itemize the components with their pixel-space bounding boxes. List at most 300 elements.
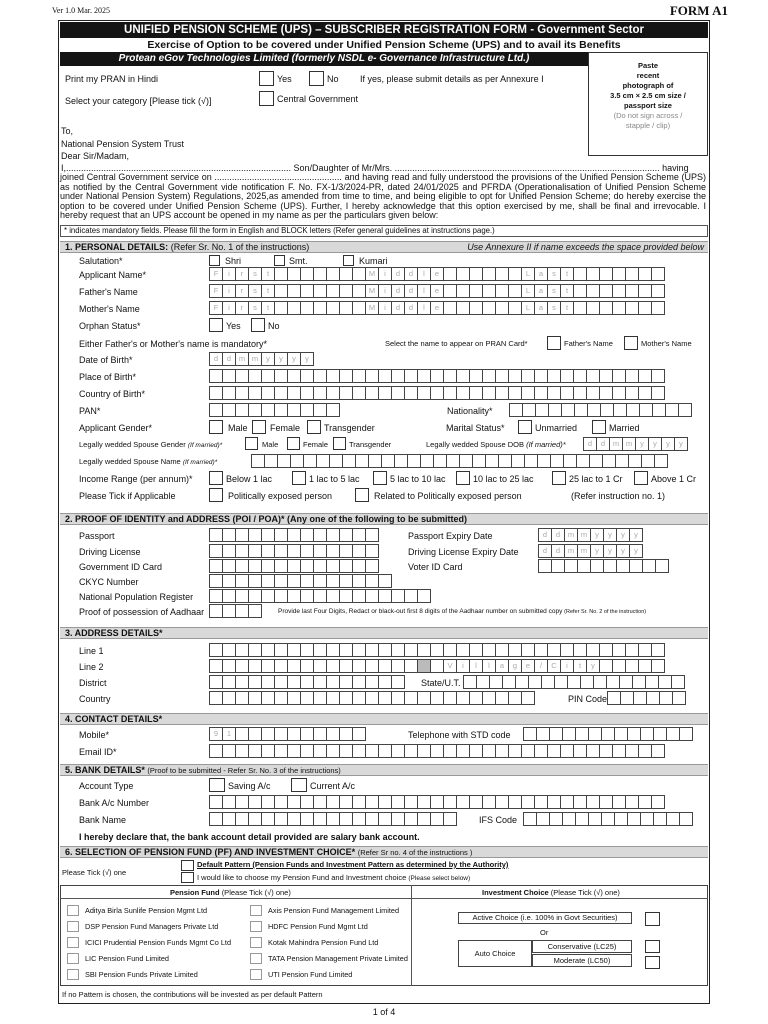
entry-cell[interactable] <box>326 369 340 383</box>
entry-cell[interactable] <box>287 284 301 298</box>
entry-cell[interactable] <box>638 284 652 298</box>
entry-cell[interactable] <box>586 386 600 400</box>
entry-cell[interactable] <box>430 386 444 400</box>
entry-cell[interactable] <box>222 528 236 542</box>
income-option-checkbox[interactable] <box>552 471 566 485</box>
rpep-checkbox[interactable] <box>355 488 369 502</box>
entry-cell[interactable] <box>495 267 509 281</box>
entry-cell[interactable] <box>300 643 314 657</box>
entry-cell[interactable]: d <box>551 544 565 558</box>
entry-cell[interactable] <box>523 727 537 741</box>
entry-cell[interactable]: l <box>482 659 496 673</box>
entry-cell[interactable]: a <box>534 267 548 281</box>
entry-cell[interactable] <box>564 559 578 573</box>
entry-cell[interactable] <box>612 369 626 383</box>
entry-cell[interactable] <box>352 691 366 705</box>
entry-cell[interactable] <box>339 284 353 298</box>
entry-cell[interactable] <box>645 675 659 689</box>
entry-cell[interactable] <box>551 559 565 573</box>
entry-cell[interactable] <box>365 589 379 603</box>
entry-cell[interactable] <box>391 643 405 657</box>
entry-cell[interactable]: M <box>365 267 379 281</box>
entry-cell[interactable] <box>612 659 626 673</box>
entry-cell[interactable] <box>222 386 236 400</box>
entry-cell[interactable]: i <box>378 301 392 315</box>
entry-cell[interactable] <box>599 267 613 281</box>
entry-cell[interactable] <box>235 659 249 673</box>
entry-cell[interactable] <box>534 643 548 657</box>
entry-cell[interactable] <box>391 744 405 758</box>
pob-cells[interactable] <box>209 369 664 383</box>
entry-cell[interactable] <box>287 301 301 315</box>
entry-cell[interactable] <box>313 284 327 298</box>
entry-cell[interactable] <box>264 454 278 468</box>
entry-cell[interactable] <box>588 727 602 741</box>
entry-cell[interactable]: s <box>547 267 561 281</box>
entry-cell[interactable] <box>521 744 535 758</box>
entry-cell[interactable] <box>417 691 431 705</box>
entry-cell[interactable] <box>326 643 340 657</box>
entry-cell[interactable] <box>274 559 288 573</box>
entry-cell[interactable] <box>443 369 457 383</box>
male-checkbox[interactable] <box>209 420 223 434</box>
entry-cell[interactable]: s <box>547 284 561 298</box>
entry-cell[interactable] <box>365 528 379 542</box>
entry-cell[interactable] <box>248 643 262 657</box>
address-line2-cells[interactable] <box>209 659 664 673</box>
ifs-code-cells[interactable] <box>523 812 692 826</box>
entry-cell[interactable] <box>326 403 340 417</box>
married-checkbox[interactable] <box>592 420 606 434</box>
entry-cell[interactable] <box>573 267 587 281</box>
entry-cell[interactable] <box>313 727 327 741</box>
entry-cell[interactable] <box>554 675 568 689</box>
entry-cell[interactable] <box>476 675 490 689</box>
entry-cell[interactable] <box>326 267 340 281</box>
entry-cell[interactable] <box>456 301 470 315</box>
entry-cell[interactable] <box>300 795 314 809</box>
entry-cell[interactable]: s <box>547 301 561 315</box>
entry-cell[interactable] <box>300 386 314 400</box>
entry-cell[interactable] <box>209 403 223 417</box>
entry-cell[interactable] <box>277 454 291 468</box>
entry-cell[interactable] <box>339 369 353 383</box>
entry-cell[interactable]: e <box>430 284 444 298</box>
entry-cell[interactable] <box>222 574 236 588</box>
transgender-checkbox[interactable] <box>307 420 321 434</box>
entry-cell[interactable] <box>626 403 640 417</box>
entry-cell[interactable]: y <box>274 352 288 366</box>
entry-cell[interactable] <box>495 369 509 383</box>
income-option-checkbox[interactable] <box>209 471 223 485</box>
driving-expiry-cells[interactable] <box>538 544 642 558</box>
entry-cell[interactable] <box>326 744 340 758</box>
entry-cell[interactable] <box>456 386 470 400</box>
moderate-checkbox[interactable] <box>645 956 660 969</box>
entry-cell[interactable]: l <box>417 267 431 281</box>
entry-cell[interactable]: d <box>538 544 552 558</box>
entry-cell[interactable] <box>222 643 236 657</box>
spouse-name-cells[interactable] <box>251 454 667 468</box>
entry-cell[interactable] <box>456 795 470 809</box>
entry-cell[interactable] <box>614 812 628 826</box>
entry-cell[interactable] <box>287 589 301 603</box>
entry-cell[interactable] <box>235 559 249 573</box>
entry-cell[interactable] <box>391 795 405 809</box>
entry-cell[interactable]: m <box>248 352 262 366</box>
entry-cell[interactable] <box>588 812 602 826</box>
entry-cell[interactable]: y <box>629 528 643 542</box>
entry-cell[interactable] <box>261 727 275 741</box>
entry-cell[interactable] <box>639 403 653 417</box>
entry-cell[interactable] <box>365 544 379 558</box>
entry-cell[interactable]: y <box>629 544 643 558</box>
entry-cell[interactable] <box>495 744 509 758</box>
entry-cell[interactable]: m <box>609 437 623 451</box>
entry-cell[interactable] <box>261 675 275 689</box>
photo-box[interactable] <box>588 52 708 156</box>
pran-father-checkbox[interactable] <box>547 336 561 350</box>
entry-cell[interactable] <box>482 284 496 298</box>
entry-cell[interactable] <box>339 659 353 673</box>
entry-cell[interactable]: t <box>560 267 574 281</box>
entry-cell[interactable]: e <box>430 301 444 315</box>
entry-cell[interactable] <box>521 691 535 705</box>
conservative-checkbox[interactable] <box>645 940 660 953</box>
entry-cell[interactable] <box>417 386 431 400</box>
entry-cell[interactable] <box>651 795 665 809</box>
entry-cell[interactable] <box>524 454 538 468</box>
entry-cell[interactable] <box>378 386 392 400</box>
entry-cell[interactable] <box>456 691 470 705</box>
entry-cell[interactable] <box>580 675 594 689</box>
entry-cell[interactable] <box>209 795 223 809</box>
entry-cell[interactable] <box>222 659 236 673</box>
entry-cell[interactable] <box>209 574 223 588</box>
entry-cell[interactable] <box>287 691 301 705</box>
entry-cell[interactable] <box>536 727 550 741</box>
entry-cell[interactable] <box>352 544 366 558</box>
entry-cell[interactable] <box>573 744 587 758</box>
entry-cell[interactable] <box>430 659 444 673</box>
entry-cell[interactable] <box>456 284 470 298</box>
entry-cell[interactable]: m <box>577 544 591 558</box>
entry-cell[interactable]: g <box>508 659 522 673</box>
entry-cell[interactable] <box>560 744 574 758</box>
entry-cell[interactable] <box>459 454 473 468</box>
entry-cell[interactable] <box>495 386 509 400</box>
entry-cell[interactable] <box>469 744 483 758</box>
entry-cell[interactable] <box>339 675 353 689</box>
spouse-dob-cells[interactable] <box>583 437 687 451</box>
entry-cell[interactable]: e <box>430 267 444 281</box>
entry-cell[interactable]: d <box>391 301 405 315</box>
entry-cell[interactable] <box>248 727 262 741</box>
entry-cell[interactable] <box>508 744 522 758</box>
entry-cell[interactable] <box>603 559 617 573</box>
pension-fund-checkbox[interactable] <box>250 969 262 980</box>
entry-cell[interactable] <box>248 574 262 588</box>
entry-cell[interactable] <box>300 691 314 705</box>
entry-cell[interactable] <box>537 454 551 468</box>
entry-cell[interactable] <box>469 301 483 315</box>
entry-cell[interactable] <box>652 403 666 417</box>
entry-cell[interactable] <box>339 727 353 741</box>
entry-cell[interactable] <box>589 454 603 468</box>
entry-cell[interactable] <box>248 403 262 417</box>
entry-cell[interactable] <box>381 454 395 468</box>
entry-cell[interactable] <box>456 267 470 281</box>
entry-cell[interactable] <box>287 744 301 758</box>
entry-cell[interactable]: M <box>365 284 379 298</box>
entry-cell[interactable] <box>534 795 548 809</box>
kumari-checkbox[interactable] <box>343 255 354 266</box>
entry-cell[interactable] <box>534 744 548 758</box>
entry-cell[interactable] <box>365 795 379 809</box>
entry-cell[interactable] <box>290 454 304 468</box>
entry-cell[interactable] <box>469 795 483 809</box>
entry-cell[interactable] <box>495 643 509 657</box>
entry-cell[interactable] <box>508 386 522 400</box>
entry-cell[interactable] <box>300 559 314 573</box>
entry-cell[interactable] <box>378 691 392 705</box>
entry-cell[interactable] <box>633 691 647 705</box>
entry-cell[interactable] <box>300 812 314 826</box>
entry-cell[interactable]: d <box>222 352 236 366</box>
pension-fund-checkbox[interactable] <box>67 937 79 948</box>
entry-cell[interactable] <box>222 795 236 809</box>
entry-cell[interactable] <box>573 284 587 298</box>
entry-cell[interactable]: d <box>596 437 610 451</box>
current-checkbox[interactable] <box>291 778 307 792</box>
govt-id-cells[interactable] <box>209 559 378 573</box>
entry-cell[interactable] <box>482 369 496 383</box>
entry-cell[interactable] <box>638 267 652 281</box>
entry-cell[interactable] <box>563 454 577 468</box>
entry-cell[interactable] <box>248 528 262 542</box>
entry-cell[interactable]: y <box>674 437 688 451</box>
entry-cell[interactable] <box>629 559 643 573</box>
entry-cell[interactable] <box>368 454 382 468</box>
entry-cell[interactable] <box>209 643 223 657</box>
entry-cell[interactable] <box>430 369 444 383</box>
entry-cell[interactable] <box>326 284 340 298</box>
entry-cell[interactable] <box>404 589 418 603</box>
entry-cell[interactable]: i <box>222 284 236 298</box>
entry-cell[interactable] <box>574 403 588 417</box>
entry-cell[interactable] <box>300 544 314 558</box>
entry-cell[interactable]: d <box>404 301 418 315</box>
entry-cell[interactable] <box>469 386 483 400</box>
entry-cell[interactable] <box>378 643 392 657</box>
entry-cell[interactable] <box>407 454 421 468</box>
entry-cell[interactable] <box>560 643 574 657</box>
entry-cell[interactable] <box>614 727 628 741</box>
entry-cell[interactable] <box>651 744 665 758</box>
entry-cell[interactable] <box>586 301 600 315</box>
entry-cell[interactable] <box>313 403 327 417</box>
nationality-cells[interactable] <box>509 403 691 417</box>
entry-cell[interactable] <box>456 369 470 383</box>
entry-cell[interactable] <box>313 267 327 281</box>
entry-cell[interactable] <box>616 559 630 573</box>
entry-cell[interactable] <box>666 727 680 741</box>
entry-cell[interactable] <box>482 691 496 705</box>
ckyc-cells[interactable] <box>209 574 391 588</box>
entry-cell[interactable] <box>261 812 275 826</box>
entry-cell[interactable] <box>300 284 314 298</box>
entry-cell[interactable] <box>391 812 405 826</box>
entry-cell[interactable] <box>339 267 353 281</box>
entry-cell[interactable] <box>352 744 366 758</box>
entry-cell[interactable] <box>274 403 288 417</box>
entry-cell[interactable] <box>326 528 340 542</box>
entry-cell[interactable] <box>641 454 655 468</box>
entry-cell[interactable] <box>235 589 249 603</box>
entry-cell[interactable] <box>586 267 600 281</box>
entry-cell[interactable] <box>287 574 301 588</box>
passport-cells[interactable] <box>209 528 378 542</box>
entry-cell[interactable] <box>659 691 673 705</box>
income-option-checkbox[interactable] <box>456 471 470 485</box>
entry-cell[interactable]: m <box>564 544 578 558</box>
pan-cells[interactable] <box>209 403 339 417</box>
pin-code-cells[interactable] <box>607 691 685 705</box>
entry-cell[interactable] <box>547 369 561 383</box>
entry-cell[interactable] <box>417 812 431 826</box>
entry-cell[interactable] <box>615 454 629 468</box>
entry-cell[interactable] <box>316 454 330 468</box>
entry-cell[interactable] <box>508 691 522 705</box>
entry-cell[interactable] <box>303 454 317 468</box>
entry-cell[interactable] <box>248 604 262 618</box>
entry-cell[interactable] <box>339 643 353 657</box>
entry-cell[interactable] <box>248 386 262 400</box>
entry-cell[interactable] <box>378 744 392 758</box>
entry-cell[interactable] <box>261 369 275 383</box>
entry-cell[interactable] <box>573 386 587 400</box>
entry-cell[interactable] <box>352 284 366 298</box>
entry-cell[interactable]: t <box>573 659 587 673</box>
entry-cell[interactable] <box>300 659 314 673</box>
entry-cell[interactable] <box>430 744 444 758</box>
entry-cell[interactable] <box>404 643 418 657</box>
entry-cell[interactable] <box>573 369 587 383</box>
entry-cell[interactable] <box>489 675 503 689</box>
entry-cell[interactable] <box>352 727 366 741</box>
entry-cell[interactable] <box>443 284 457 298</box>
entry-cell[interactable] <box>515 675 529 689</box>
entry-cell[interactable]: a <box>534 301 548 315</box>
entry-cell[interactable] <box>365 643 379 657</box>
entry-cell[interactable] <box>313 744 327 758</box>
driving-license-cells[interactable] <box>209 544 378 558</box>
mobile-cells[interactable] <box>209 727 365 741</box>
entry-cell[interactable] <box>404 369 418 383</box>
entry-cell[interactable]: t <box>560 301 574 315</box>
entry-cell[interactable] <box>443 691 457 705</box>
entry-cell[interactable] <box>404 744 418 758</box>
entry-cell[interactable]: r <box>235 301 249 315</box>
entry-cell[interactable] <box>613 403 627 417</box>
entry-cell[interactable] <box>612 744 626 758</box>
entry-cell[interactable] <box>577 559 591 573</box>
entry-cell[interactable] <box>261 574 275 588</box>
entry-cell[interactable] <box>666 812 680 826</box>
entry-cell[interactable] <box>300 528 314 542</box>
entry-cell[interactable] <box>365 675 379 689</box>
entry-cell[interactable] <box>287 544 301 558</box>
npr-cells[interactable] <box>209 589 430 603</box>
father-name-cells[interactable] <box>209 284 664 298</box>
entry-cell[interactable]: m <box>622 437 636 451</box>
entry-cell[interactable] <box>248 812 262 826</box>
entry-cell[interactable] <box>261 589 275 603</box>
entry-cell[interactable] <box>485 454 499 468</box>
entry-cell[interactable] <box>274 727 288 741</box>
entry-cell[interactable] <box>300 727 314 741</box>
entry-cell[interactable] <box>547 795 561 809</box>
entry-cell[interactable] <box>646 691 660 705</box>
entry-cell[interactable] <box>235 795 249 809</box>
entry-cell[interactable] <box>300 403 314 417</box>
telephone-cells[interactable] <box>523 727 692 741</box>
entry-cell[interactable] <box>222 369 236 383</box>
entry-cell[interactable] <box>443 744 457 758</box>
entry-cell[interactable] <box>472 454 486 468</box>
entry-cell[interactable]: y <box>287 352 301 366</box>
entry-cell[interactable] <box>222 544 236 558</box>
country-cells[interactable] <box>209 691 534 705</box>
entry-cell[interactable] <box>502 675 516 689</box>
entry-cell[interactable] <box>352 589 366 603</box>
entry-cell[interactable] <box>599 284 613 298</box>
default-pattern-checkbox[interactable] <box>181 860 194 871</box>
account-number-cells[interactable] <box>209 795 664 809</box>
entry-cell[interactable] <box>599 643 613 657</box>
entry-cell[interactable] <box>482 643 496 657</box>
entry-cell[interactable] <box>599 386 613 400</box>
entry-cell[interactable] <box>339 691 353 705</box>
entry-cell[interactable] <box>326 659 340 673</box>
entry-cell[interactable] <box>287 403 301 417</box>
entry-cell[interactable] <box>352 386 366 400</box>
entry-cell[interactable] <box>456 643 470 657</box>
entry-cell[interactable]: t <box>261 284 275 298</box>
entry-cell[interactable] <box>498 454 512 468</box>
shri-checkbox[interactable] <box>209 255 220 266</box>
entry-cell[interactable] <box>261 386 275 400</box>
entry-cell[interactable] <box>534 386 548 400</box>
entry-cell[interactable] <box>391 659 405 673</box>
entry-cell[interactable] <box>640 812 654 826</box>
entry-cell[interactable]: l <box>417 301 431 315</box>
entry-cell[interactable] <box>352 675 366 689</box>
entry-cell[interactable] <box>274 589 288 603</box>
entry-cell[interactable]: a <box>495 659 509 673</box>
pension-fund-checkbox[interactable] <box>67 969 79 980</box>
entry-cell[interactable]: y <box>635 437 649 451</box>
entry-cell[interactable] <box>222 691 236 705</box>
entry-cell[interactable] <box>339 574 353 588</box>
entry-cell[interactable] <box>417 744 431 758</box>
entry-cell[interactable] <box>378 574 392 588</box>
entry-cell[interactable] <box>339 559 353 573</box>
entry-cell[interactable] <box>248 795 262 809</box>
entry-cell[interactable] <box>326 559 340 573</box>
entry-cell[interactable] <box>261 403 275 417</box>
entry-cell[interactable]: L <box>521 284 535 298</box>
